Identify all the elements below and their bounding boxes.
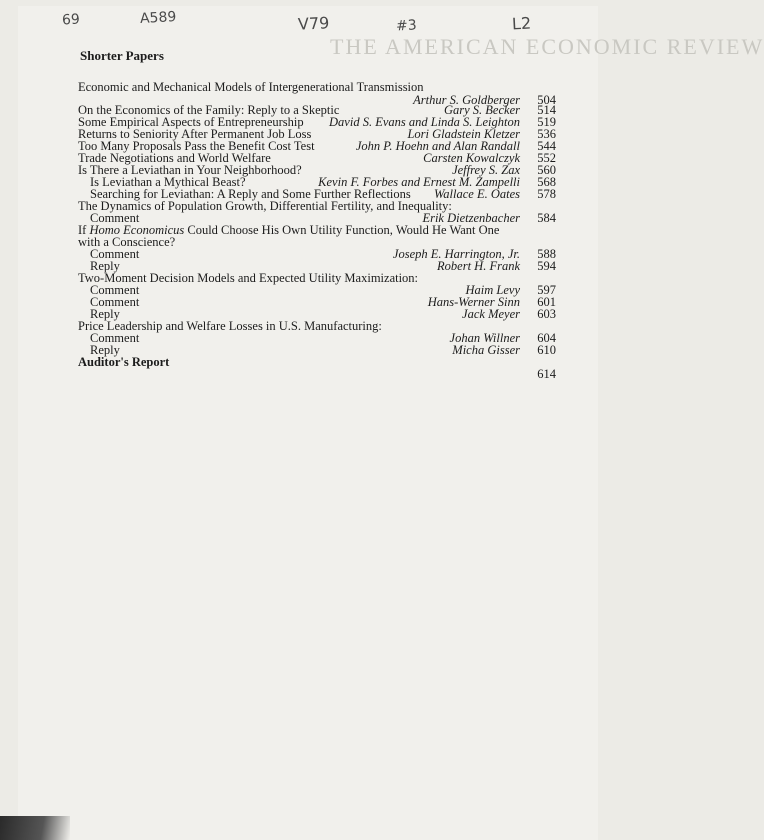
entry-author: Lori Gladstein Kletzer (407, 127, 520, 141)
scan-edge-shadow (0, 816, 70, 840)
entry-title: Searching for Leviathan: A Reply and Some Further Reflections (90, 187, 411, 201)
entry-title: with a Conscience? (78, 235, 176, 249)
entry-title: Some Empirical Aspects of Entrepreneurship (78, 115, 304, 129)
entry-page-number: 614 (537, 367, 556, 381)
entry-author: Carsten Kowalczyk (423, 151, 520, 165)
entry-title: Comment (90, 211, 140, 225)
entry-title: Two-Moment Decision Models and Expected Utility Maximization: (78, 271, 419, 285)
entry-title-part: Could Choose His Own Utility Function, Would He Want One (184, 223, 500, 237)
entry-author: Micha Gisser (452, 343, 520, 357)
entry-page-number: 519 (537, 115, 556, 129)
entry-author: Erik Dietzenbacher (422, 211, 520, 225)
entry-title: Economic and Mechanical Models of Intergenerational Transmission (78, 80, 424, 94)
entry-title: The Dynamics of Population Growth, Differential Fertility, and Inequality: (78, 199, 452, 213)
entry-title: Reply (90, 307, 120, 321)
entry-title: Comment (90, 295, 140, 309)
entry-page-number: 552 (537, 151, 556, 165)
entry-page-number: 544 (537, 139, 556, 153)
entry-page-number: 594 (537, 259, 556, 273)
entry-title: Auditor's Report (78, 355, 170, 369)
entry-author: John P. Hoehn and Alan Randall (355, 139, 520, 153)
entry-title: Comment (90, 247, 140, 261)
entry-page-number: 584 (537, 211, 556, 225)
entry-title: Comment (90, 283, 140, 297)
entry-page-number: 603 (537, 307, 556, 321)
entry-page-number: 601 (537, 295, 556, 309)
handwritten-note: V79 (297, 13, 330, 34)
entry-title: Price Leadership and Welfare Losses in U.S. Manufacturing: (78, 319, 382, 333)
entry-title: Comment (90, 331, 140, 345)
entry-title: Trade Negotiations and World Welfare (78, 151, 271, 165)
bleed-through-header: THE AMERICAN ECONOMIC REVIEW (330, 34, 764, 59)
entry-title: Returns to Seniority After Permanent Job Loss (78, 127, 312, 141)
entry-title: Reply (90, 343, 120, 357)
handwritten-note: 69 (61, 11, 81, 29)
entry-author: Gary S. Becker (443, 103, 520, 117)
entry-page-number: 536 (537, 127, 556, 141)
entry-page-number: 560 (537, 163, 556, 177)
entry-author: Jack Meyer (462, 307, 520, 321)
entry-title-part: If (78, 223, 90, 237)
entry-title: Too Many Proposals Pass the Benefit Cost Test (78, 139, 315, 153)
entry-author: Arthur S. Goldberger (413, 93, 520, 107)
entry-author: Robert H. Frank (437, 259, 520, 273)
entry-author: Haim Levy (465, 283, 520, 297)
handwritten-note: L2 (511, 13, 532, 34)
entry-author: Jeffrey S. Zax (452, 163, 520, 177)
entry-title-emphasis: Homo Economicus (89, 223, 185, 237)
entry-page-number: 588 (537, 247, 556, 261)
entry-title: On the Economics of the Family: Reply to a Skeptic (78, 103, 340, 117)
entry-author: Kevin F. Forbes and Ernest M. Zampelli (318, 175, 520, 189)
entry-page-number: 568 (537, 175, 556, 189)
entry-page-number: 610 (537, 343, 556, 357)
entry-author: Joseph E. Harrington, Jr. (392, 247, 520, 261)
handwritten-note: #3 (395, 17, 418, 35)
entry-author: Wallace E. Oates (434, 187, 520, 201)
entry-author: Hans-Werner Sinn (427, 295, 520, 309)
entry-title: Is Leviathan a Mythical Beast? (90, 175, 246, 189)
entry-page-number: 604 (537, 331, 556, 345)
entry-page-number: 578 (537, 187, 556, 201)
entry-author: Johan Willner (449, 331, 520, 345)
entry-author: David S. Evans and Linda S. Leighton (329, 115, 520, 129)
section-title: Shorter Papers (80, 48, 164, 63)
entry-page-number: 504 (537, 93, 556, 107)
entry-page-number: 597 (537, 283, 556, 297)
handwritten-note: A589 (139, 9, 177, 27)
entry-title: Reply (90, 259, 120, 273)
entry-page-number: 514 (537, 103, 556, 117)
entry-title: Is There a Leviathan in Your Neighborhood? (78, 163, 302, 177)
